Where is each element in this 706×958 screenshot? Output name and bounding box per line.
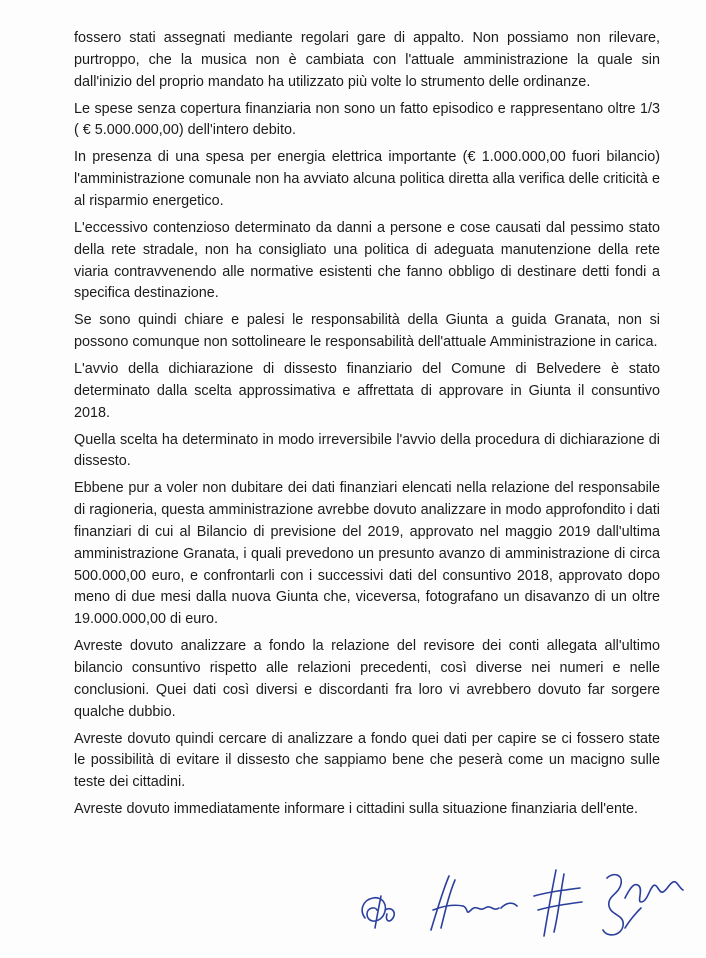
paragraph-2: Le spese senza copertura finanziaria non sono un fatto episodico e rappresentano oltre 1/3 ( € 5.000.000,00) dell'intero debito. [74, 100, 660, 139]
paragraph-5: Se sono quindi chiare e palesi le responsabilità della Giunta a guida Granata, non si possono comunque non sottolineare le responsabilità dell'attuale Amministrazione in carica. [74, 312, 660, 351]
signatures [355, 866, 695, 946]
signature-1 [355, 876, 405, 936]
paragraph-4: L'eccessivo contenzioso determinato da danni a persone e cose causati dal pessimo stato della rete stradale, non ha consigliato una politica di adeguata manutenzione della rete viaria contravvenendo alle normative esistenti che fanno obbligo di destinare detti fondi a specifica destinazione. [74, 219, 660, 302]
paragraph-8: Ebbene pur a voler non dubitare dei dati finanziari elencati nella relazione del responsabile di ragioneria, questa amministrazione avrebbe dovuto analizzare in modo approfondito i dati finanziari di cui al Bilancio di previsione del 2019, approvato nel maggio 2019 dall'ultima amministrazione Granata, i quali prevedono un presunto avanzo di amministrazione di circa 500.000,00 euro, e confrontarli con i successivi dati del consuntivo 2018, approvato dopo meno di due mesi dalla nuova Giunta che, viceversa, fotografano un disavanzo di un oltre 19.000.000,00 di euro. [74, 480, 660, 628]
signature-3 [530, 866, 590, 941]
paragraph-3: In presenza di una spesa per energia elettrica importante (€ 1.000.000,00 fuori bilancio) l'amministrazione comunale non ha avviato alcuna politica diretta alla verifica delle criticità e al risparmio energetico. [74, 149, 660, 209]
paragraph-9: Avreste dovuto analizzare a fondo la relazione del revisore dei conti allegata all'ultimo bilancio consuntivo rispetto alle relazioni precedenti, così diverse nei numeri e nelle conclusioni. Quei dati così diversi e discordanti fra loro vi avrebbero dovuto far sorgere qualche dubbio. [74, 638, 660, 720]
paragraph-1: fossero stati assegnati mediante regolari gare di appalto. Non possiamo non rilevare, purtroppo, che la musica non è cambiata con l'attuale amministrazione la quale sin dall'inizio del proprio mandato ha utilizzato più volte lo strumento delle ordinanze. [74, 30, 660, 90]
paragraph-11: Avreste dovuto immediatamente informare i cittadini sulla situazione finanziaria dell'ente. [74, 801, 639, 818]
signature-4 [595, 868, 695, 943]
paragraph-6: L'avvio della dichiarazione di dissesto finanziario del Comune di Belvedere è stato determinato dalla scelta approssimativa e affrettata di approvare in Giunta il consuntivo 2018. [74, 361, 660, 421]
paragraph-7: Quella scelta ha determinato in modo irreversibile l'avvio della procedura di dichiarazione di dissesto. [74, 431, 660, 470]
paragraph-10: Avreste dovuto quindi cercare di analizzare a fondo quei dati per capire se ci fossero state le possibilità di evitare il dissesto che sappiamo bene che peserà come un macigno sulle teste dei cittadini. [74, 730, 660, 791]
signature-2 [423, 870, 533, 940]
document-body [74, 28, 660, 826]
